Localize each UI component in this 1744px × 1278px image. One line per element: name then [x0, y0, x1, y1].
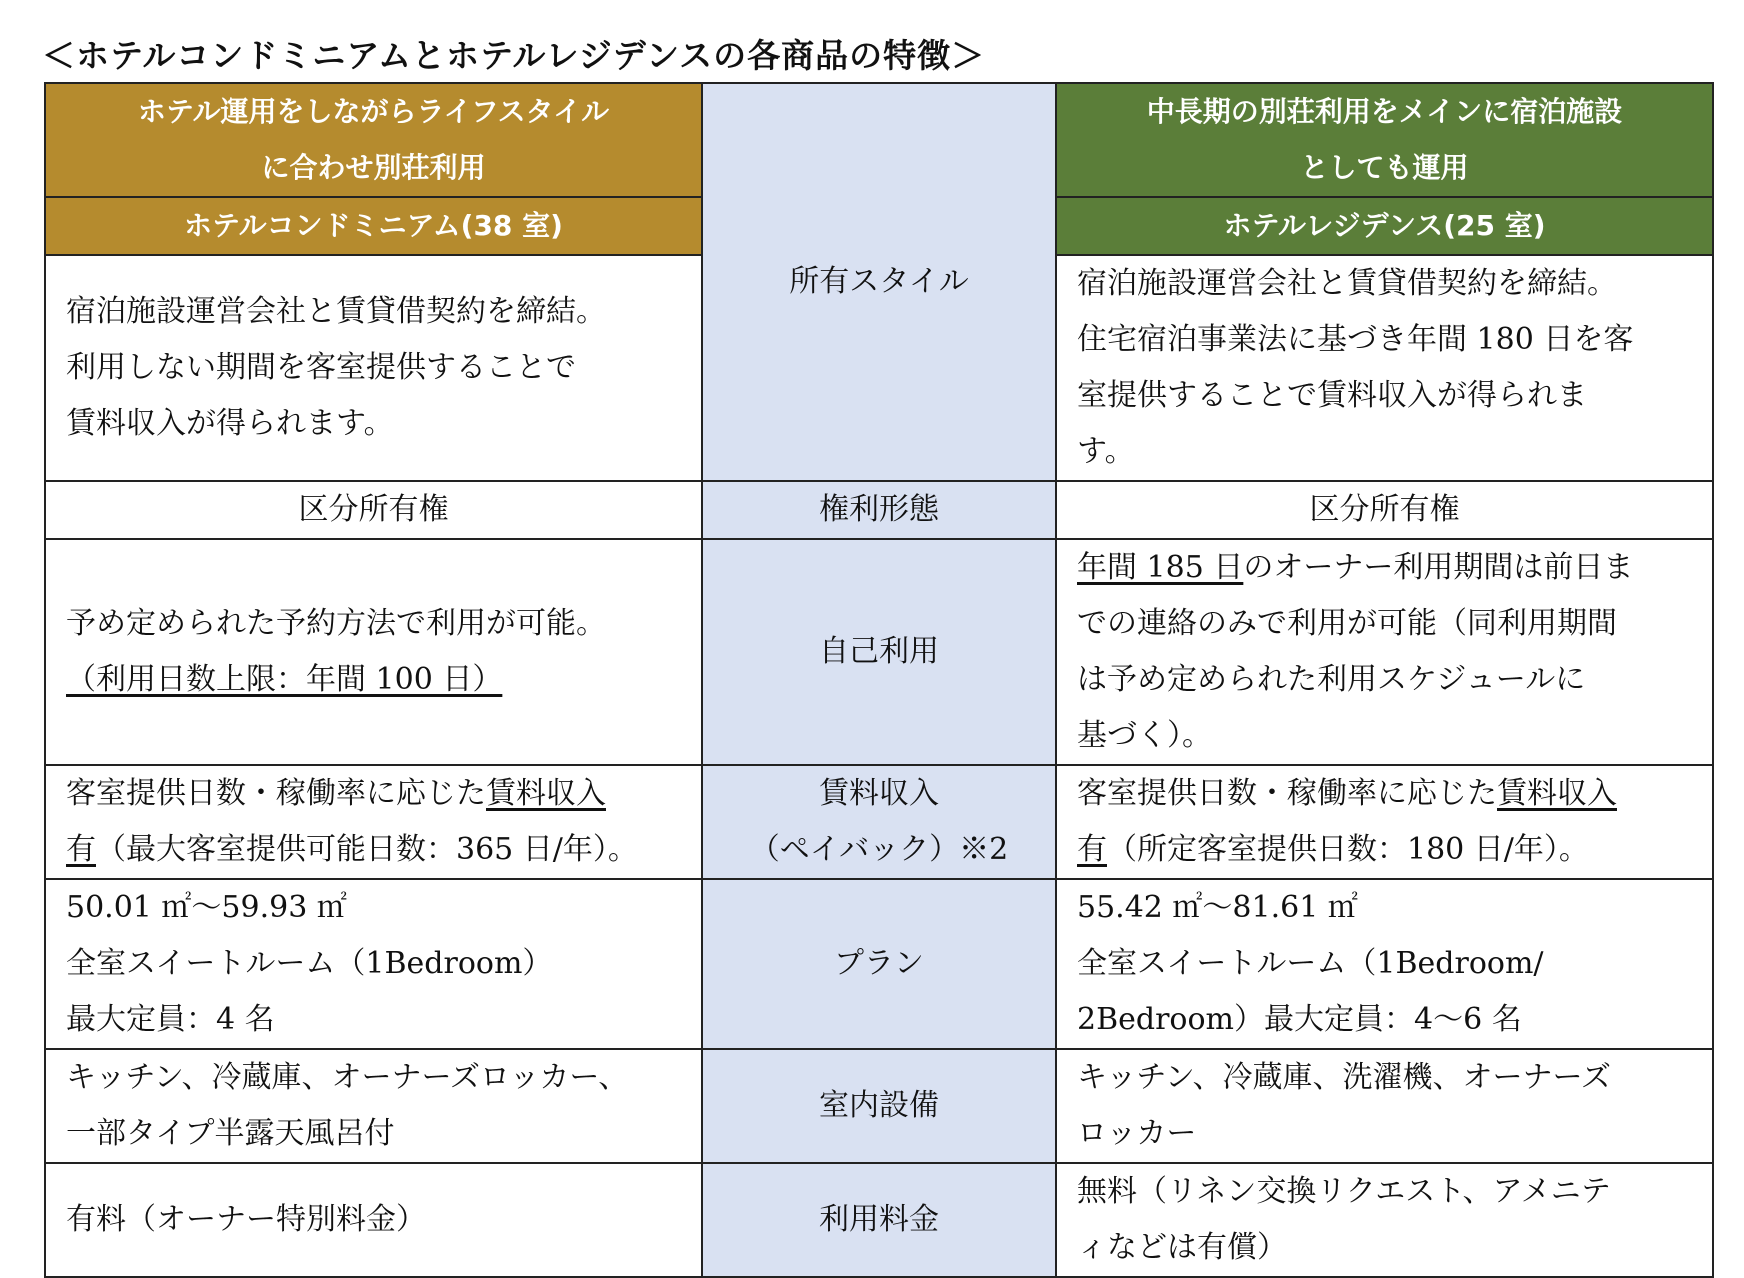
residence-self-use: 年間 185 日のオーナー利用期間は前日ま での連絡のみで利用が可能（同利用期間 は予め定められた利用スケジュールに 基づく）。 [1056, 539, 1713, 765]
condo-fee: 有料（オーナー特別料金） [45, 1163, 702, 1277]
label-facilities: 室内設備 [702, 1049, 1056, 1163]
label-ownership-style: 所有スタイル [702, 83, 1056, 481]
page-title: ＜ホテルコンドミニアムとホテルレジデンスの各商品の特徴＞ [42, 36, 986, 75]
residence-rights: 区分所有権 [1056, 481, 1713, 539]
label-plan: プラン [702, 879, 1056, 1049]
residence-facilities: キッチン、冷蔵庫、洗濯機、オーナーズ ロッカー [1056, 1049, 1713, 1163]
residence-fee: 無料（リネン交換リクエスト、アメニテ ィなどは有償） [1056, 1163, 1713, 1277]
label-fee: 利用料金 [702, 1163, 1056, 1277]
condo-self-use: 予め定められた予約方法で利用が可能。 （利用日数上限：年間 100 日） [45, 539, 702, 765]
label-rights-form: 権利形態 [702, 481, 1056, 539]
residence-header-tagline: 中長期の別荘利用をメインに宿泊施設 としても運用 [1056, 83, 1713, 197]
condo-header-tagline: ホテル運用をしながらライフスタイル に合わせ別荘利用 [45, 83, 702, 197]
label-rent-income: 賃料収入 （ペイバック）※2 [702, 765, 1056, 879]
residence-rent-income: 客室提供日数・稼働率に応じた賃料収入 有（所定客室提供日数：180 日/年）。 [1056, 765, 1713, 879]
residence-product-name: ホテルレジデンス(25 室) [1056, 197, 1713, 255]
condo-plan: 50.01 ㎡～59.93 ㎡ 全室スイートルーム（1Bedroom） 最大定員：4 名 [45, 879, 702, 1049]
residence-ownership-style: 宿泊施設運営会社と賃貸借契約を締結。 住宅宿泊事業法に基づき年間 180 日を客 室提供することで賃料収入が得られま す。 [1056, 255, 1713, 481]
condo-ownership-style: 宿泊施設運営会社と賃貸借契約を締結。 利用しない期間を客室提供することで 賃料収入が得られます。 [45, 255, 702, 481]
condo-facilities: キッチン、冷蔵庫、オーナーズロッカー、 一部タイプ半露天風呂付 [45, 1049, 702, 1163]
condo-product-name: ホテルコンドミニアム(38 室) [45, 197, 702, 255]
residence-plan: 55.42 ㎡～81.61 ㎡ 全室スイートルーム（1Bedroom/ 2Bedroom）最大定員：4～6 名 [1056, 879, 1713, 1049]
condo-rent-income: 客室提供日数・稼働率に応じた賃料収入 有（最大客室提供可能日数：365 日/年）。 [45, 765, 702, 879]
label-self-use: 自己利用 [702, 539, 1056, 765]
condo-rights: 区分所有権 [45, 481, 702, 539]
comparison-table [44, 82, 1714, 1278]
